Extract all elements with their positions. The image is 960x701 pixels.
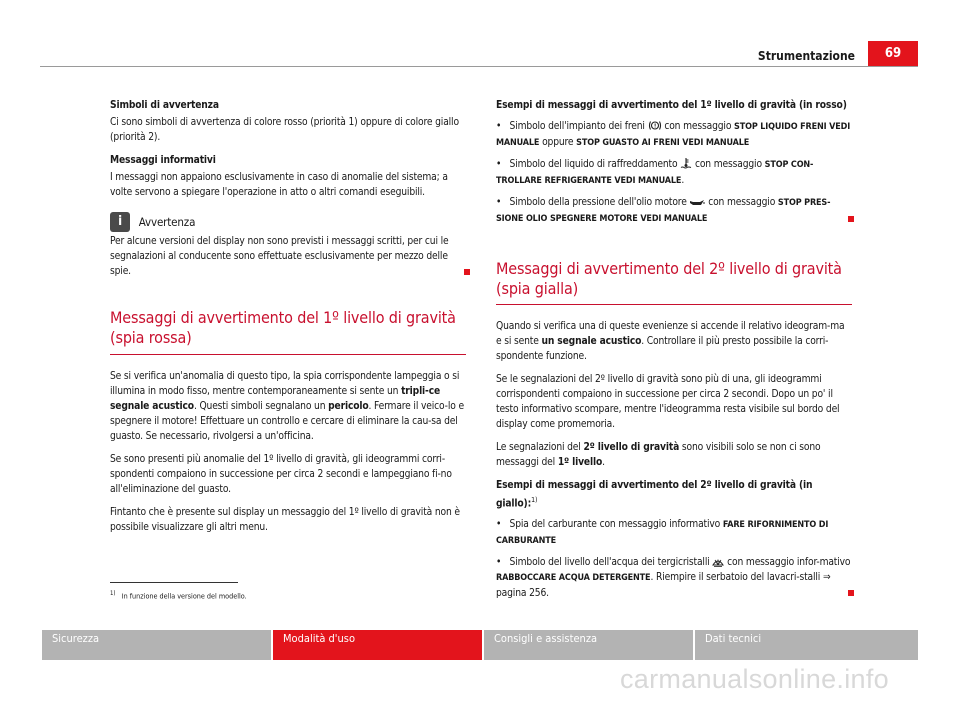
para-1-text: . Questi simboli segnalano un <box>193 401 329 412</box>
para-2: Se sono presenti più anomalie del 1º livello di gravità, gli ideogrammi corri-spondenti compaiono in successione per circa 2 secondi e lampeggiano fi-no all'eliminazione del guasto. <box>110 454 452 495</box>
para-1-bold: pericolo <box>328 401 369 412</box>
bullet-icon: • <box>496 197 510 208</box>
heading-livello-2: Messaggi di avvertimento del 2º livello di gravità (spia gialla) <box>496 259 842 298</box>
page-link[interactable]: pagina 256. <box>496 588 549 600</box>
bullet-message: STOP LIQUIDO FRENI VEDI MANUALE <box>496 122 851 148</box>
bullet-icon: • <box>496 519 510 531</box>
section-heading-1 <box>110 308 472 355</box>
para-1-text: . Fermare il veico-lo e spegnere il motore! Effettuare un controllo e cercare di eliminare la cau-sa del guasto. Se necessario, rivolgersi a un'officina. <box>110 401 464 442</box>
bullet-icon: • <box>496 159 510 170</box>
tab-sicurezza[interactable] <box>42 630 271 660</box>
para-5: Se le segnalazioni del 2º livello di gravità sono più di una, gli ideogrammi corrispondenti compaiono in successione per circa 2 secondi. Dopo un po' il testo informativo scompare, mentre l'ideogramma resta visibile sul bordo del display come promemoria. <box>496 374 840 430</box>
para-1-bold: tripli-ce segnale acustico <box>110 386 441 412</box>
right-column <box>496 98 852 607</box>
para-4-bold: un segnale acustico <box>541 336 642 347</box>
footnote-text: In funzione della versione del modello. <box>121 591 247 601</box>
warning-note <box>110 212 472 279</box>
warning-title: Avvertenza <box>138 214 196 229</box>
bullet-message: STOP GUASTO AI FRENI VEDI MANUALE <box>576 138 750 148</box>
para-simboli: Ci sono simboli di avvertenza di colore rosso (priorità 1) oppure di colore giallo (priorità 2). <box>110 117 459 143</box>
heading-rule <box>110 354 466 355</box>
heading-messaggi: Messaggi informativi <box>110 155 216 166</box>
bullet-message: STOP CON-TROLLARE REFRIGERANTE VEDI MANUALE <box>496 160 814 186</box>
bullet-text: con messaggio <box>661 121 735 132</box>
heading-rule <box>496 304 852 305</box>
bullet-freni <box>496 119 852 151</box>
bullet-text: Simbolo del livello dell'acqua dei tergicristalli <box>509 557 713 569</box>
para-6-text: . <box>602 457 605 468</box>
info-icon: i <box>110 212 130 232</box>
para-1-text: Se si verifica un'anomalia di questo tipo, la spia corrispondente lampeggia o si illumina in modo fisso, mentre contemporaneamente si sente un <box>110 371 460 397</box>
bullet-icon: • <box>496 557 510 569</box>
tab-modalita-duso[interactable] <box>273 630 482 660</box>
bullet-refrigerante <box>496 157 852 189</box>
bullet-text: Simbolo del liquido di raffreddamento <box>509 159 681 170</box>
para-6-bold: 2º livello di gravità <box>583 442 680 453</box>
tab-label: Consigli e assistenza <box>494 632 598 645</box>
tab-consigli-assistenza[interactable] <box>484 630 693 660</box>
warning-text: Per alcune versioni del display non sono previsti i messaggi scritti, per cui le segnalazioni al conducente sono effettuate esclusivamente per mezzo delle spie. <box>110 236 449 277</box>
bullet-text: con messaggio <box>705 197 778 208</box>
section-title: Strumentazione <box>757 49 855 63</box>
bullet-text: . Riempire il serbatoio del lavacri-stalli <box>650 572 823 584</box>
left-column <box>110 98 472 543</box>
bullet-message: STOP PRES-SIONE OLIO SPEGNERE MOTORE VEDI MANUALE <box>496 198 831 224</box>
bullet-message: RABBOCCARE ACQUA DETERGENTE <box>496 573 651 584</box>
washer-fluid-icon <box>712 556 724 567</box>
bullet-text: con messaggio <box>692 159 765 170</box>
coolant-icon <box>680 157 692 169</box>
footnote-mark: 1) <box>110 590 116 597</box>
heading-livello-1: Messaggi di avvertimento del 1º livello di gravità (spia rossa) <box>110 308 456 347</box>
heading-esempi-giallo: Esempi di messaggi di avvertimento del 2º livello di gravità (in giallo): <box>496 480 813 510</box>
para-3: Fintanto che è presente sul display un messaggio del 1º livello di gravità non è possibile visualizzare gli altri menu. <box>110 507 460 533</box>
bullet-text: oppure <box>539 137 577 148</box>
bullet-text: Simbolo della pressione dell'olio motore <box>509 197 690 208</box>
end-marker-icon <box>464 269 470 275</box>
para-6-text: Le segnalazioni del <box>496 442 584 453</box>
svg-text:!: ! <box>653 123 656 130</box>
para-6-bold: 1º livello <box>557 457 603 468</box>
bullet-text: . <box>681 175 685 186</box>
bullet-text: con messaggio infor-mativo <box>724 557 851 569</box>
section-heading-2 <box>496 259 852 305</box>
end-marker-icon <box>848 216 854 222</box>
bullet-tergicristalli <box>496 555 852 601</box>
para-4-text: . Controllare il più presto possibile la corri-spondente funzione. <box>496 336 829 362</box>
page-link-arrow-icon[interactable]: ⇒ <box>822 572 831 584</box>
tab-label: Sicurezza <box>52 632 100 645</box>
bullet-text: Simbolo dell'impianto dei freni <box>509 121 648 132</box>
header-rule <box>40 66 918 67</box>
end-marker-icon <box>848 590 854 596</box>
brake-icon <box>648 120 662 131</box>
tab-label: Dati tecnici <box>705 632 762 645</box>
tab-dati-tecnici[interactable] <box>695 630 918 660</box>
page-number: 69 <box>868 41 918 67</box>
footnote-rule <box>110 582 238 583</box>
bullet-olio <box>496 195 852 227</box>
heading-simboli: Simboli di avvertenza <box>110 100 219 111</box>
heading-esempi-rosso: Esempi di messaggi di avvertimento del 1º livello di gravità (in rosso) <box>496 100 847 111</box>
bullet-carburante <box>496 517 852 549</box>
footnote <box>110 590 247 600</box>
bullet-message: FARE RIFORNIMENTO DI CARBURANTE <box>496 520 829 547</box>
para-4-text: Quando si verifica una di queste evenienze si accende il relativo ideogram-ma e si sente <box>496 321 845 347</box>
watermark: carmanualsonline.info <box>620 664 889 694</box>
bullet-text: Spia del carburante con messaggio informativo <box>509 519 723 531</box>
footnote-ref[interactable]: 1) <box>531 496 538 504</box>
bullet-icon: • <box>496 121 510 132</box>
oil-can-icon <box>689 198 705 207</box>
para-6-text: sono visibili solo se non ci sono messaggi del <box>496 442 821 468</box>
para-messaggi: I messaggi non appaiono esclusivamente in caso di anomalie del sistema; a volte servono a spiegare l'operazione in atto o altri comandi eseguibili. <box>110 172 448 198</box>
tab-label: Modalità d'uso <box>283 632 356 645</box>
